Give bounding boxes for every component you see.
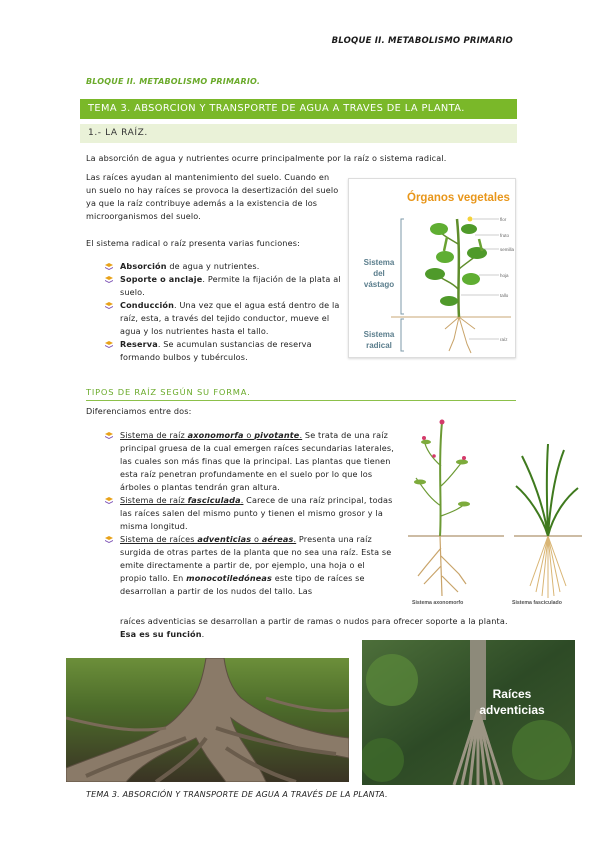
running-header: BLOQUE II. METABOLISMO PRIMARIO [331,36,513,46]
book-bullet-icon [104,262,114,271]
book-bullet-icon [104,431,114,440]
organos-vegetales-figure [348,178,516,358]
book-bullet-icon [104,496,114,505]
adventicias-closing-text: raíces adventicias se desarrollan a partir de ramas o nudos para ofrecer soporte a la planta. Esa es su función. [120,616,508,639]
label-del: del [373,269,385,278]
root-types-list [104,429,394,598]
adventicias-roots-photo [362,640,575,785]
list-item: Sistema de raíces adventicias o aéreas. Presenta una raíz surgida de otras partes de la planta que no sea una raíz. Esta se emite directamente a partir de, por ejemplo, una hoja o el propio tallo. En monocotiledóneas este tipo de raíces se desarrollan a partir de los nudos del tallo. Las [104,533,394,598]
label-sistema: Sistema [363,258,395,267]
svg-text:tallo: tallo [500,293,509,298]
svg-text:fruto: fruto [500,233,510,238]
roots-help-paragraph: Las raíces ayudan al mantenimiento del suelo. Cuando en un suelo no hay raíces se provoca la desertización del suelo ya que la raíz contribuye además a la existencia de los microorganismos del suelo. [86,172,339,221]
intro-paragraph: La absorción de agua y nutrientes ocurre principalmente por la raíz o sistema radical. [86,153,447,163]
tree-roots-photo [66,658,349,782]
photo-label-adventicias: adventicias [479,703,545,717]
tema-title-bar: TEMA 3. ABSORCION Y TRANSPORTE DE AGUA A TRAVES DE LA PLANTA. [80,99,517,119]
figure-title: Órganos vegetales [407,192,510,204]
functions-list [104,260,348,364]
list-item: Absorción de agua y nutrientes. [104,260,348,273]
label-sistema-2: Sistema [363,330,395,339]
svg-text:hoja: hoja [500,273,509,278]
subheading-la-raiz: 1.- LA RAÍZ. [80,124,517,143]
caption-axonomorfo: Sistema axonomorfo [412,600,464,606]
label-radical: radical [366,341,392,350]
section-label: BLOQUE II. METABOLISMO PRIMARIO. [86,77,261,86]
label-vastago: vástago [363,280,395,289]
list-item: Conducción. Una vez que el agua está dentro de la raíz, esta, a través del tejido conductor, mueve el agua y los nutrientes hasta el tallo. [104,299,348,338]
root-types-figure [404,416,584,606]
list-item: Sistema de raíz axonomorfa o pivotante. Se trata de una raíz principal gruesa de la cual emergen raíces secundarias laterales, las cuales son más finas que la principal. Las plantas que tienen esta raíz penetran profundamente en el suelo por lo que los árboles o plantas tendrán gran altura. [104,429,394,494]
list-item: Sistema de raíz fasciculada. Carece de una raíz principal, todas las raíces salen del mismo punto y tienen el mismo grosor y la misma longitud. [104,494,394,533]
photo-label-raices: Raíces [492,687,532,701]
page-footer: TEMA 3. ABSORCIÓN Y TRANSPORTE DE AGUA A TRAVÉS DE LA PLANTA. [86,790,388,799]
book-bullet-icon [104,535,114,544]
diferenciamos-text: Diferenciamos entre dos: [86,406,192,416]
caption-fasciculado: Sistema fasciculado [512,600,562,606]
book-bullet-icon [104,275,114,284]
list-item: Soporte o anclaje. Permite la fijación de la plata al suelo. [104,273,348,299]
tipos-de-raiz-heading: TIPOS DE RAÍZ SEGÚN SU FORMA. [86,387,516,401]
svg-text:semilla: semilla [500,247,515,252]
list-item: Reserva. Se acumulan sustancias de reserva formando bulbos y tubérculos. [104,338,348,364]
functions-intro: El sistema radical o raíz presenta varias funciones: [86,238,300,248]
svg-text:raíz: raíz [500,337,508,342]
svg-text:flor: flor [500,217,507,222]
book-bullet-icon [104,340,114,349]
book-bullet-icon [104,301,114,310]
